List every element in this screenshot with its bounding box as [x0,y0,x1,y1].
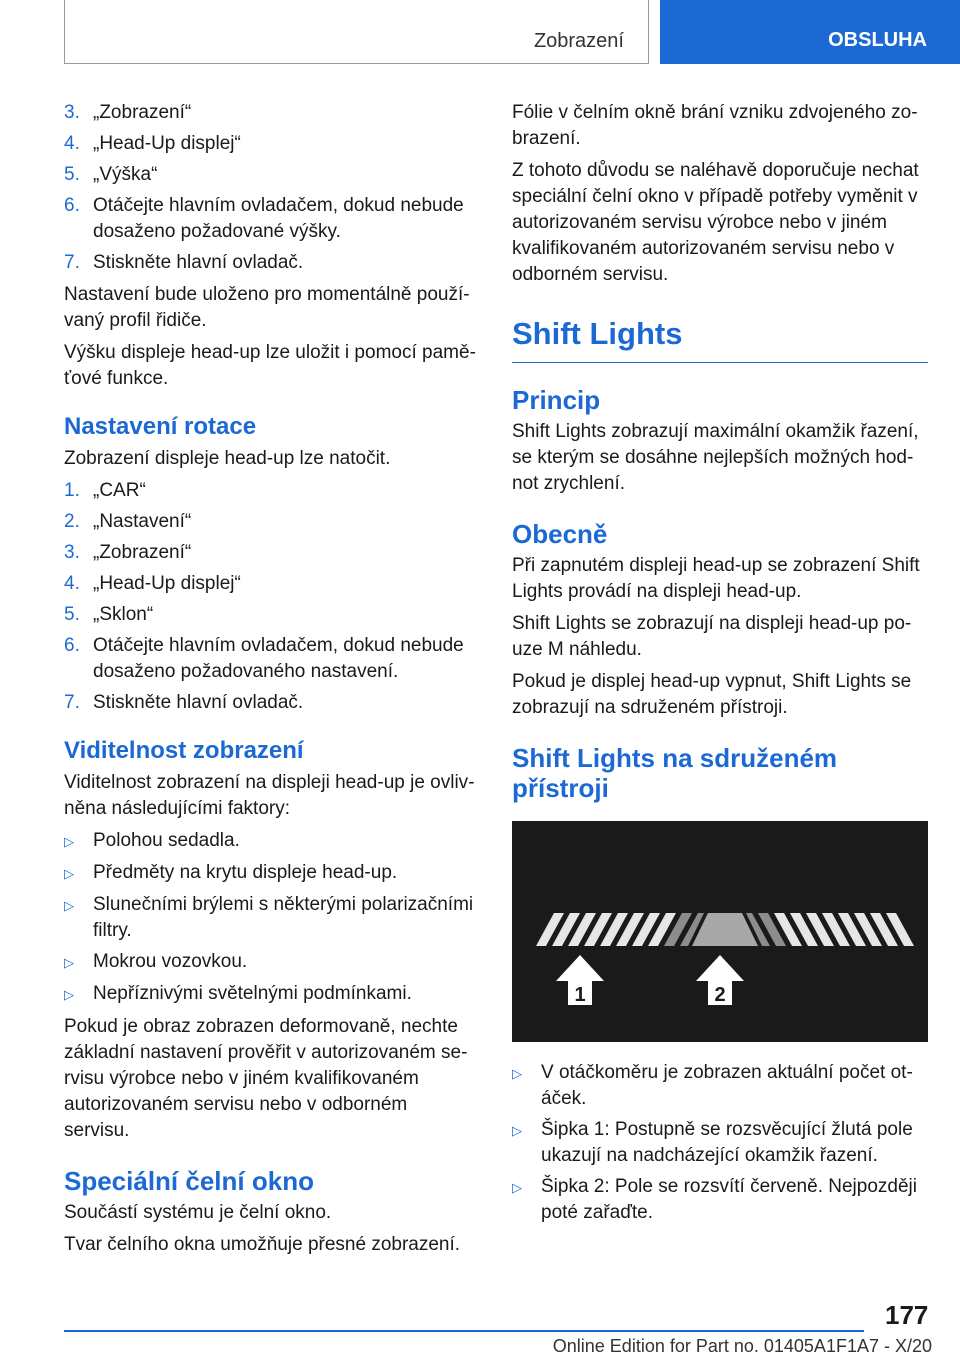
shift-lights-figure [512,821,928,1042]
header-chapter-tab[interactable] [660,0,960,64]
heading-cluster: Shift Lights na sdruženém přístroji [512,743,838,803]
arrow-1-icon [556,955,604,1006]
figure-explanation-list [512,1060,928,1226]
paragraph-deformation: Pokud je obraz zobrazen deformovaně, nechte základní nastavení prověřit v autorizovaném servisu výrobce nebo v jiném kvalifikovaném autorizovaném servisu nebo v odborném servisu. [64,1016,468,1141]
list-item: 6. Otáčejte hlavním ovladačem, dokud nebude dosaženo požadované výšky. [64,195,464,242]
list-item: ▷ Slunečními brýlemi s některými polarizačními filtry. [64,892,476,944]
heading-windshield: Speciální čelní okno [64,1166,314,1196]
header-frame [64,0,649,64]
list-item: 7. Stiskněte hlavní ovladač. [64,252,304,273]
shift-light-segments-white [536,913,676,946]
list-item: 3. „Zobrazení“ [64,102,192,123]
page-number: 177 [885,1300,929,1330]
triangle-bullet-icon: ▷ [512,1123,522,1138]
paragraph-rotation: Zobrazení displeje head-up lze natočit. [64,448,391,469]
paragraph-profile: Nastavení bude uloženo pro momentálně používaný profil řidiče. [64,284,470,331]
paragraph-windshield-2: Tvar čelního okna umožňuje přesné zobrazení. [64,1234,461,1255]
paragraph-principle: Shift Lights zobrazují maximální okamžik řazení, se kterým se dosáhne nejlepších možných hodnot zrychlení. [512,421,919,494]
list-item: 6. Otáčejte hlavním ovladačem, dokud nebude dosaženo požadovaného nastavení. [64,635,464,682]
list-item: 5. „Sklon“ [64,604,154,625]
paragraph-film: Fólie v čelním okně brání vzniku zdvojeného zobrazení. [512,102,918,149]
paragraph-recommendation: Z tohoto důvodu se naléhavě doporučuje nechat speciální čelní okno v případě potřeby vyměnit v autorizovaném servisu výrobce nebo v jiném kvalifikovaném autorizovaném servisu nebo v odborném servisu. [512,160,919,285]
list-item: ▷ Předměty na krytu displeje head-up. [64,860,476,887]
list-item: 2. „Nastavení“ [64,511,192,532]
list-item: ▷ Polohou sedadla. [64,828,476,855]
right-column [512,100,928,1232]
list-item: ▷ V otáčkoměru je zobrazen aktuální počet otáček. [512,1060,928,1112]
list-item: ▷ Nepříznivými světelnými podmínkami. [64,981,476,1008]
list-item: 5. „Výška“ [64,164,158,185]
triangle-bullet-icon: ▷ [512,1180,522,1195]
list-item: ▷ Mokrou vozovkou. [64,949,476,976]
triangle-bullet-icon: ▷ [64,898,74,913]
triangle-bullet-icon: ▷ [64,987,74,1002]
list-item: 4. „Head-Up displej“ [64,133,241,154]
triangle-bullet-icon: ▷ [64,834,74,849]
list-item: ▷ Šipka 1: Postupně se rozsvěcující žlutá pole ukazují na nadcházející okamžik řazení. [512,1117,928,1169]
heading-rotation: Nastavení rotace [64,413,257,440]
paragraph-memory: Výšku displeje head-up lze uložit i pomocí paměťové funkce. [64,342,476,389]
heading-general: Obecně [512,519,608,549]
heading-shift-lights: Shift Lights [512,314,928,363]
shift-lights-illustration [512,821,928,1042]
triangle-bullet-icon: ▷ [512,1066,522,1081]
header-chapter-label: OBSLUHA [828,29,927,51]
paragraph-windshield-1: Součástí systému je čelní okno. [64,1202,332,1223]
heading-visibility: Viditelnost zobrazení [64,737,304,764]
arrow-2-icon [696,955,744,1006]
triangle-bullet-icon: ▷ [64,866,74,881]
heading-principle: Princip [512,385,601,415]
factors-list [64,828,476,1008]
list-item: ▷ Šipka 2: Pole se rozsvítí červeně. Nejpozději poté zařaďte. [512,1174,928,1226]
list-item: 3. „Zobrazení“ [64,542,192,563]
paragraph-general-2: Shift Lights se zobrazují na displeji head-up pouze M náhledu. [512,613,912,660]
steps-list-rotation [64,478,476,716]
arrow-1-label: 1 [574,984,586,1006]
paragraph-visibility: Viditelnost zobrazení na displeji head-up je ovlivněna následujícími faktory: [64,772,475,819]
list-item: 4. „Head-Up displej“ [64,573,241,594]
triangle-bullet-icon: ▷ [64,955,74,970]
paragraph-general-1: Při zapnutém displeji head-up se zobrazení Shift Lights provádí na displeji head-up. [512,555,920,602]
steps-list-height [64,100,476,276]
shift-light-segments-white-right [774,913,914,946]
shift-light-segment-red [692,913,758,946]
paragraph-general-3: Pokud je displej head-up vypnut, Shift Lights se zobrazují na sdruženém přístroji. [512,671,912,718]
list-item: 7. Stiskněte hlavní ovladač. [64,692,304,713]
arrow-2-label: 2 [714,984,726,1006]
list-item: 1. „CAR“ [64,480,146,501]
header-section-title: Zobrazení [533,30,624,52]
left-column [64,100,476,1264]
footer-divider [64,1330,864,1332]
footer-edition: Online Edition for Part no. 01405A1F1A7 - X/20 [552,1336,932,1356]
